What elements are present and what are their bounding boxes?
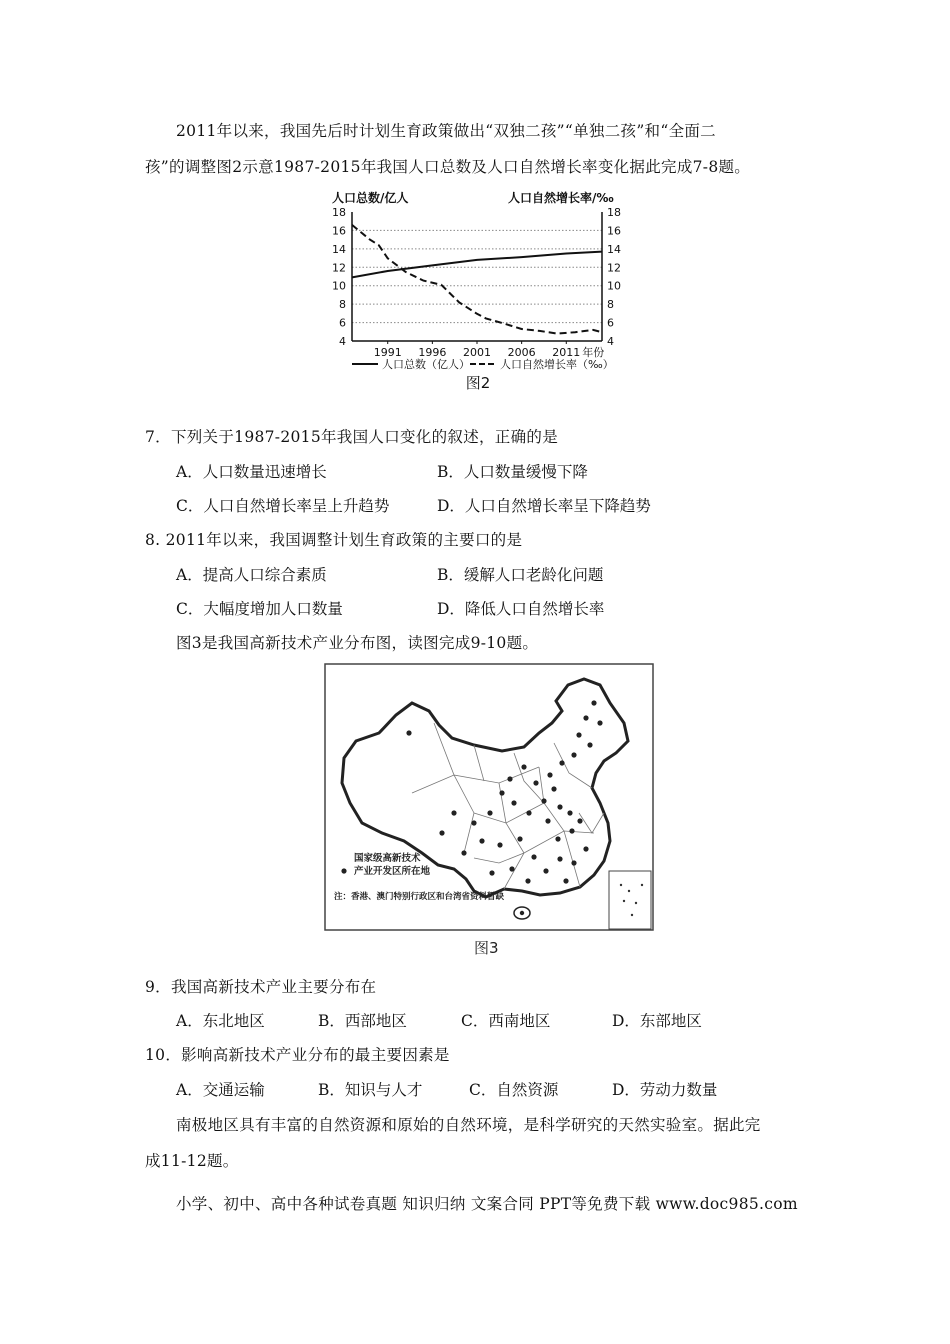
q9-option-b: B．西部地区	[318, 1012, 407, 1030]
q7-stem: 7．下列关于1987-2015年我国人口变化的叙述，正确的是	[145, 428, 558, 446]
map-intro: 图3是我国高新技术产业分布图，读图完成9-10题。	[176, 634, 539, 652]
china-map-figure	[324, 663, 654, 960]
legend-growth-rate: 人口自然增长率（‰）	[500, 358, 614, 371]
chart-caption: 图2	[465, 374, 491, 392]
q9-option-a: A．东北地区	[176, 1012, 265, 1030]
q7-option-d: D．人口自然增长率呈下降趋势	[437, 497, 651, 515]
q10-option-d: D．劳动力数量	[612, 1081, 718, 1099]
q8-option-a: A．提高人口综合素质	[176, 566, 327, 584]
q7-option-a: A．人口数量迅速增长	[176, 463, 327, 481]
x-tick-label: 2006	[507, 346, 536, 359]
y-tick-left: 12	[332, 261, 346, 275]
x-tick-label: 2011	[552, 346, 581, 359]
growth-rate-line	[352, 225, 602, 334]
intro-line-1: 2011年以来，我国先后时计划生育政策做出“双独二孩”“单独二孩”和“全面二	[176, 122, 716, 140]
y-tick-right: 16	[607, 224, 621, 238]
y-tick-left: 8	[339, 298, 346, 312]
y-tick-left: 4	[339, 335, 346, 348]
china-hightech-map	[324, 663, 654, 960]
population-line	[352, 252, 602, 278]
q7-option-c: C．人口自然增长率呈上升趋势	[176, 497, 390, 515]
map-legend-line-2: 产业开发区所在地	[354, 866, 431, 877]
intro-line-2: 孩”的调整图2示意1987-2015年我国人口总数及人口自然增长率变化据此完成7-8题。	[145, 158, 751, 176]
y-tick-right: 8	[607, 298, 614, 312]
y-tick-left: 14	[332, 242, 346, 256]
y-tick-right: 4	[607, 335, 614, 348]
q10-stem: 10．影响高新技术产业分布的最主要因素是	[145, 1046, 450, 1064]
q9-option-d: D．东部地区	[612, 1012, 702, 1030]
y-tick-right: 14	[607, 242, 621, 256]
q10-option-b: B．知识与人才	[318, 1081, 423, 1099]
y-axis-right-title: 人口自然增长率/‰	[508, 191, 614, 205]
map-note: 注：香港、澳门特别行政区和台湾省资料暂缺	[334, 892, 505, 902]
map-legend-line-1: 国家级高新技术	[354, 853, 421, 864]
y-tick-right: 6	[607, 316, 614, 330]
map-caption: 图3	[474, 939, 499, 957]
q8-option-b: B．缓解人口老龄化问题	[437, 566, 604, 584]
q8-stem: 8. 2011年以来，我国调整计划生育政策的主要口的是	[145, 531, 523, 549]
q8-option-c: C．大幅度增加人口数量	[176, 600, 343, 618]
legend-population: 人口总数（亿人）	[382, 358, 470, 371]
y-tick-left: 18	[332, 206, 346, 219]
x-tick-label: 2001	[463, 346, 491, 359]
y-axis-left-title: 人口总数/亿人	[332, 191, 409, 205]
y-tick-left: 10	[332, 279, 346, 293]
q9-option-c: C．西南地区	[461, 1012, 551, 1030]
antarctic-line-2: 成11-12题。	[145, 1152, 239, 1170]
population-chart	[330, 188, 630, 393]
q8-option-d: D．降低人口自然增长率	[437, 600, 605, 618]
q7-option-b: B．人口数量缓慢下降	[437, 463, 588, 481]
y-tick-right: 10	[607, 279, 621, 293]
x-axis-unit: 年份	[582, 346, 605, 359]
antarctic-line-1: 南极地区具有丰富的自然资源和原始的自然环境，是科学研究的天然实验室。据此完	[176, 1116, 761, 1134]
q9-stem: 9．我国高新技术产业主要分布在	[145, 978, 377, 996]
x-tick-label: 1991	[373, 346, 402, 359]
y-tick-right: 18	[607, 206, 621, 219]
y-tick-left: 6	[339, 316, 346, 330]
legend-dot	[341, 868, 346, 873]
y-tick-right: 12	[607, 261, 621, 275]
q10-option-a: A．交通运输	[176, 1081, 265, 1099]
footer: 小学、初中、高中各种试卷真题 知识归纳 文案合同 PPT等免费下载 www.doc985.com	[176, 1195, 798, 1213]
x-tick-label: 1996	[418, 346, 447, 359]
y-tick-left: 16	[332, 224, 346, 238]
q10-option-c: C．自然资源	[469, 1081, 559, 1099]
